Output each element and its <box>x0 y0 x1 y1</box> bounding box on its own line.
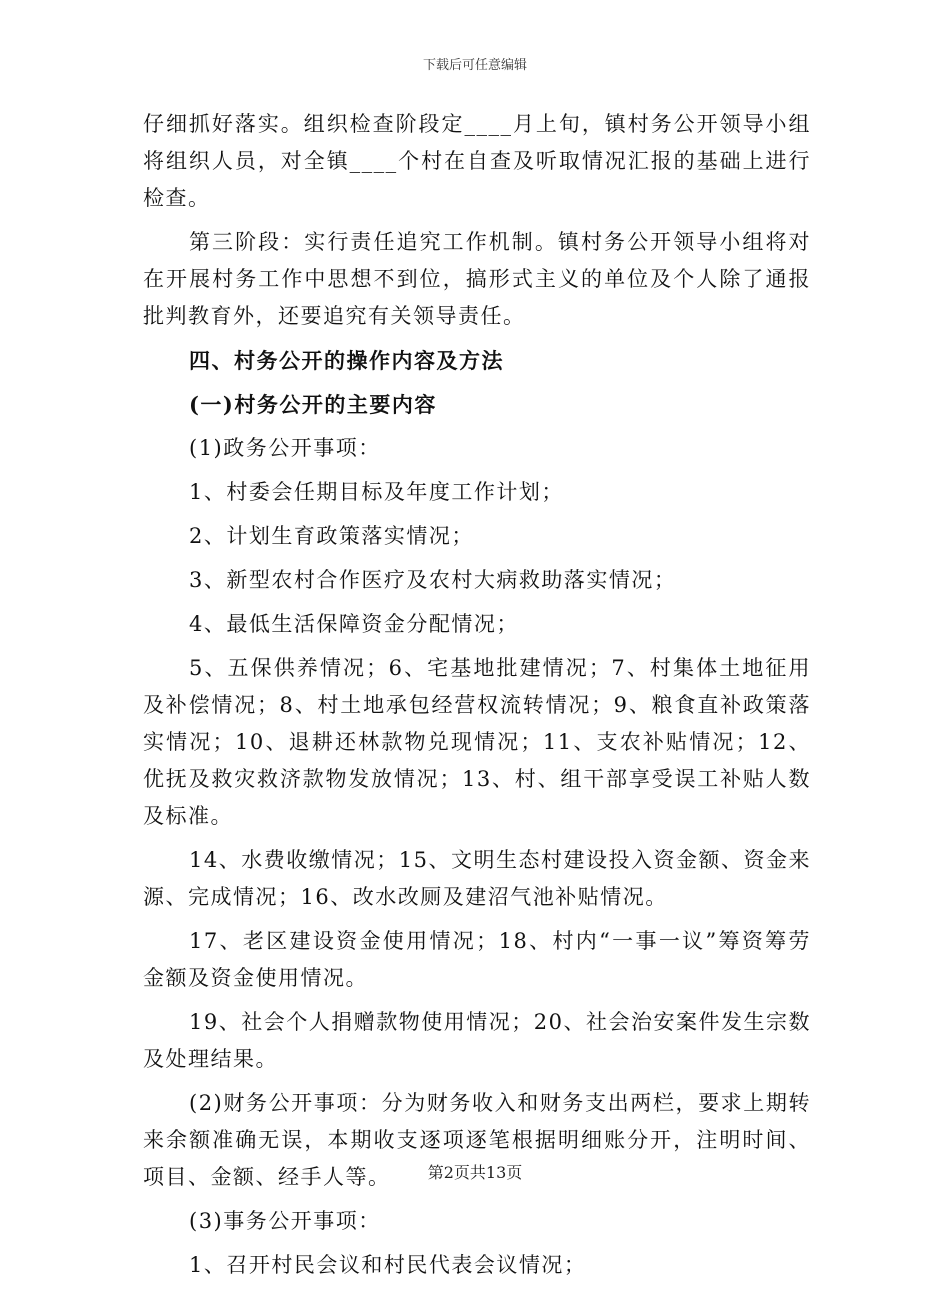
list-item: 2、计划生育政策落实情况； <box>189 524 474 548</box>
paragraph-continuation: 仔细抓好落实。组织检查阶段定____月上旬，镇村务公开领导小组将组织人员，对全镇____个村在自查及听取情况汇报的基础上进行检查。 <box>143 112 811 210</box>
paragraph-stage-three: 第三阶段：实行责任追究工作机制。镇村务公开领导小组将对在开展村务工作中思想不到位，搞形式主义的单位及个人除了通报批判教育外，还要追究有关领导责任。 <box>143 230 811 328</box>
page-header: 下载后可任意编辑 <box>422 58 527 73</box>
document-body <box>143 106 811 1291</box>
list-item: 4、最低生活保障资金分配情况； <box>189 612 519 636</box>
paragraph-financial-affairs: (2)财务公开事项：分为财务收入和财务支出两栏，要求上期转来余额准确无误，本期收支逐项逐笔根据明细账分开，注明时间、项目、金额、经手人等。 <box>143 1091 811 1189</box>
list-item: 1、村委会任期目标及年度工作计划； <box>189 480 564 504</box>
list-item: 19、社会个人捐赠款物使用情况；20、社会治安案件发生宗数及处理结果。 <box>143 1010 811 1071</box>
list-item: 3、新型农村合作医疗及农村大病救助落实情况； <box>189 568 677 592</box>
page-footer: 第2页共13页 <box>427 1163 523 1182</box>
section-heading: 四、村务公开的操作内容及方法 <box>189 348 504 373</box>
subsection-heading: (一)村务公开的主要内容 <box>189 392 437 417</box>
list-item: 14、水费收缴情况；15、文明生态村建设投入资金额、资金来源、完成情况；16、改水改厕及建沼气池补贴情况。 <box>143 848 811 909</box>
list-heading-government-affairs: (1)政务公开事项： <box>189 436 381 460</box>
list-item: 5、五保供养情况；6、宅基地批建情况；7、村集体土地征用及补偿情况；8、村土地承包经营权流转情况；9、粮食直补政策落实情况；10、退耕还林款物兑现情况；11、支农补贴情况；12、优抚及救灾救济款物发放情况；13、村、组干部享受误工补贴人数及标准。 <box>143 656 811 828</box>
list-item: 1、召开村民会议和村民代表会议情况； <box>189 1253 587 1277</box>
list-heading-affairs: (3)事务公开事项： <box>189 1209 381 1233</box>
list-item: 17、老区建设资金使用情况；18、村内“一事一议”筹资筹劳金额及资金使用情况。 <box>143 929 811 990</box>
